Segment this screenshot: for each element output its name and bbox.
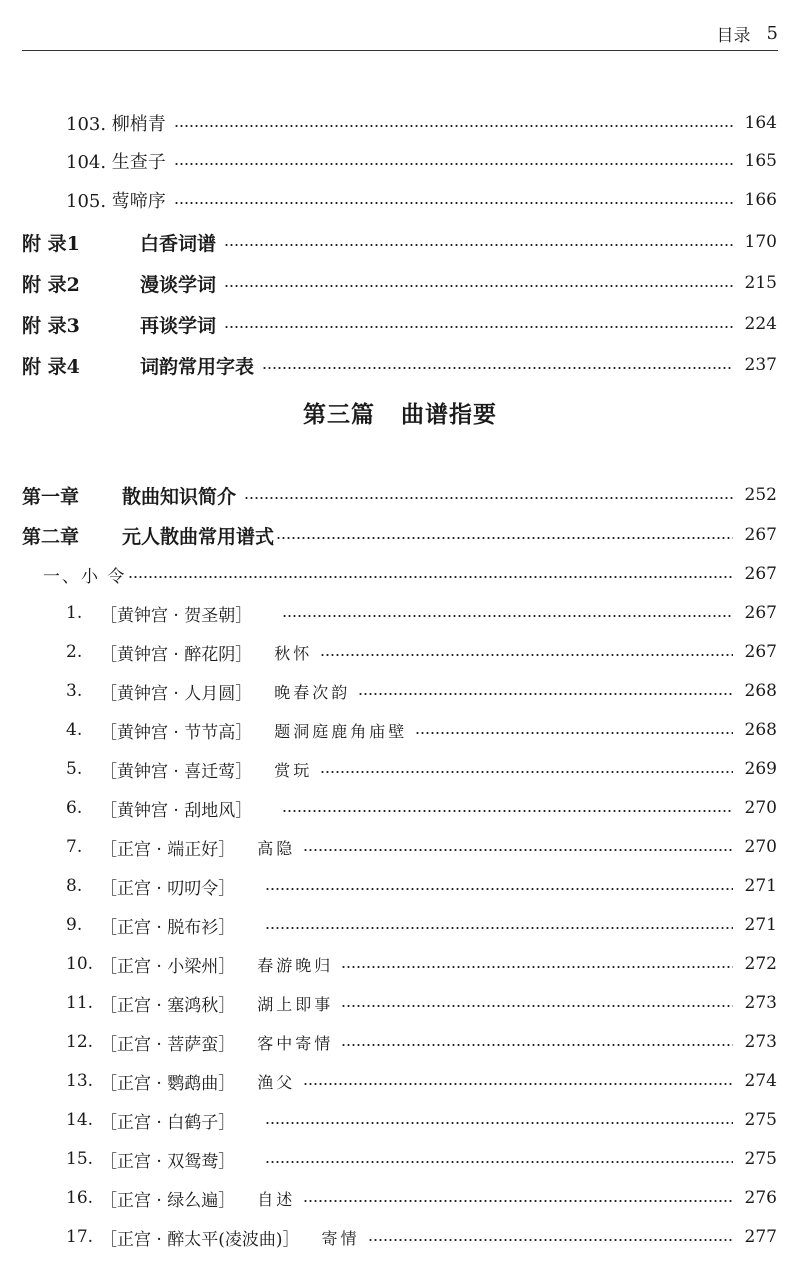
part-title — [0, 396, 800, 429]
entry-number: 1. — [66, 603, 83, 623]
entry-number: 11. — [66, 993, 94, 1013]
toc-entry[interactable] — [0, 789, 800, 827]
entry-title: 赏玩 — [274, 760, 313, 780]
entry-tune: ［正宫 · 双鸳鸯］ — [100, 1151, 236, 1172]
entry-number: 2. — [66, 642, 83, 662]
appendix-prefix: 附 录1 — [22, 232, 80, 255]
toc-entry[interactable] — [0, 1062, 800, 1100]
entry-tune: ［正宫 · 小梁州］ — [100, 956, 236, 977]
appendix-prefix: 附 录3 — [22, 314, 80, 337]
entry-tune: ［正宫 · 菩萨蛮］ — [100, 1034, 236, 1055]
toc-entry-page: 267 — [744, 642, 777, 662]
toc-entry[interactable] — [0, 945, 800, 983]
entry-number: 17. — [66, 1227, 94, 1247]
section-label: 一、小 令 — [43, 566, 127, 587]
entry-tune: ［正宫 · 鹦鹉曲］ — [100, 1073, 236, 1094]
entry-tune: ［黄钟宫 · 刮地风］ — [100, 800, 253, 821]
chapter-prefix: 第一章 — [22, 485, 80, 508]
toc-entry-page: 275 — [744, 1149, 777, 1169]
toc-entry[interactable] — [0, 828, 800, 866]
entry-title: 寄情 — [321, 1228, 360, 1248]
entry-tune: ［正宫 · 绿么遍］ — [100, 1190, 236, 1211]
toc-entry-page: 276 — [744, 1188, 777, 1208]
toc-entry[interactable] — [0, 867, 800, 905]
entry-title: 春游晚归 — [257, 955, 334, 975]
toc-entry[interactable] — [0, 594, 800, 632]
toc-appendix[interactable] — [0, 264, 800, 302]
toc-entry-label: 103. 柳梢青 — [66, 114, 166, 135]
toc-entry[interactable] — [0, 1218, 800, 1256]
toc-entry-page: 237 — [744, 355, 777, 375]
entry-title: 题洞庭鹿角庙壁 — [274, 721, 408, 741]
entry-number: 12. — [66, 1032, 94, 1052]
dot-leader — [262, 366, 733, 370]
entry-tune: ［黄钟宫 · 贺圣朝］ — [100, 605, 253, 626]
entry-title: 渔父 — [257, 1072, 296, 1092]
entry-number: 9. — [66, 915, 83, 935]
appendix-title: 白香词谱 — [140, 232, 217, 255]
toc-entry-page: 268 — [744, 720, 777, 740]
entry-title: 湖上即事 — [257, 994, 334, 1014]
dot-leader — [265, 1121, 733, 1125]
toc-entry[interactable] — [0, 906, 800, 944]
chapter-title: 元人散曲常用谱式 — [122, 525, 275, 548]
toc-entry-label: 104. 生查子 — [66, 152, 166, 173]
toc-entry-page: 164 — [744, 113, 777, 133]
dot-leader — [276, 536, 733, 540]
dot-leader — [265, 1160, 733, 1164]
toc-appendix[interactable] — [0, 305, 800, 343]
toc-entry-page: 273 — [744, 1032, 777, 1052]
chapter-title: 散曲知识简介 — [122, 485, 237, 508]
appendix-title: 词韵常用字表 — [140, 355, 255, 378]
dot-leader — [341, 965, 733, 969]
appendix-title: 漫谈学词 — [140, 273, 217, 296]
dot-leader — [265, 926, 733, 930]
entry-number: 13. — [66, 1071, 94, 1091]
toc-entry-page: 267 — [744, 564, 777, 584]
dot-leader — [174, 201, 733, 205]
toc-entry[interactable] — [0, 1023, 800, 1061]
dot-leader — [341, 1043, 733, 1047]
toc-entry[interactable] — [0, 711, 800, 749]
entry-number: 14. — [66, 1110, 94, 1130]
entry-number: 6. — [66, 798, 83, 818]
entry-tune: ［正宫 · 叨叨令］ — [100, 878, 236, 899]
toc-entry[interactable] — [0, 181, 800, 219]
running-head-section: 目录 — [716, 25, 751, 46]
dot-leader — [303, 1082, 733, 1086]
dot-leader — [303, 848, 733, 852]
toc-entry[interactable] — [0, 1179, 800, 1217]
dot-leader — [358, 692, 733, 696]
toc-entry-page: 166 — [744, 190, 777, 210]
toc-entry[interactable] — [0, 1140, 800, 1178]
toc-entry-page: 273 — [744, 993, 777, 1013]
entry-title: 秋怀 — [274, 643, 313, 663]
dot-leader — [128, 575, 733, 579]
appendix-prefix: 附 录2 — [22, 273, 80, 296]
toc-entry-page: 215 — [744, 273, 777, 293]
toc-section[interactable] — [0, 555, 800, 593]
chapter-prefix: 第二章 — [22, 525, 80, 548]
dot-leader — [303, 1199, 733, 1203]
appendix-title: 再谈学词 — [140, 314, 217, 337]
dot-leader — [282, 809, 733, 813]
entry-title: 晚春次韵 — [274, 682, 351, 702]
entry-title: 自述 — [257, 1189, 296, 1209]
entry-tune: ［正宫 · 醉太平(凌波曲)］ — [100, 1229, 300, 1250]
entry-tune: ［黄钟宫 · 节节高］ — [100, 722, 253, 743]
entry-tune: ［正宫 · 脱布衫］ — [100, 917, 236, 938]
entry-tune: ［黄钟宫 · 醉花阴］ — [100, 644, 253, 665]
dot-leader — [174, 124, 733, 128]
entry-number: 5. — [66, 759, 83, 779]
toc-entry[interactable] — [0, 672, 800, 710]
entry-tune: ［正宫 · 塞鸿秋］ — [100, 995, 236, 1016]
entry-number: 3. — [66, 681, 83, 701]
toc-entry-page: 269 — [744, 759, 777, 779]
dot-leader — [368, 1238, 734, 1242]
toc-entry[interactable] — [0, 984, 800, 1022]
toc-entry-page: 274 — [744, 1071, 777, 1091]
toc-entry-page: 165 — [744, 151, 777, 171]
appendix-prefix: 附 录4 — [22, 355, 80, 378]
dot-leader — [320, 653, 733, 657]
toc-appendix[interactable] — [0, 223, 800, 261]
entry-title: 高隐 — [257, 838, 296, 858]
entry-number: 7. — [66, 837, 83, 857]
toc-entry[interactable] — [0, 633, 800, 671]
toc-entry-label: 105. 莺啼序 — [66, 191, 166, 212]
toc-entry-page: 267 — [744, 603, 777, 623]
toc-entry-page: 275 — [744, 1110, 777, 1130]
toc-entry[interactable] — [0, 104, 800, 142]
dot-leader — [224, 325, 733, 329]
entry-number: 4. — [66, 720, 83, 740]
entry-tune: ［黄钟宫 · 喜迁莺］ — [100, 761, 253, 782]
running-head-page-number: 5 — [766, 22, 778, 44]
entry-number: 16. — [66, 1188, 94, 1208]
toc-entry[interactable] — [0, 1101, 800, 1139]
toc-entry[interactable] — [0, 750, 800, 788]
toc-appendix[interactable] — [0, 346, 800, 384]
dot-leader — [224, 284, 733, 288]
dot-leader — [282, 614, 733, 618]
entry-tune: ［正宫 · 端正好］ — [100, 839, 236, 860]
toc-entry-page: 272 — [744, 954, 777, 974]
toc-entry-page: 271 — [744, 876, 777, 896]
entry-title: 客中寄情 — [257, 1033, 334, 1053]
toc-entry-page: 267 — [744, 525, 777, 545]
dot-leader — [265, 887, 733, 891]
dot-leader — [341, 1004, 733, 1008]
toc-entry-page: 252 — [744, 485, 777, 505]
toc-entry-page: 224 — [744, 314, 777, 334]
dot-leader — [244, 496, 733, 500]
entry-number: 8. — [66, 876, 83, 896]
toc-entry-page: 277 — [744, 1227, 777, 1247]
entry-number: 15. — [66, 1149, 94, 1169]
toc-entry[interactable] — [0, 142, 800, 180]
dot-leader — [320, 770, 733, 774]
entry-tune: ［黄钟宫 · 人月圆］ — [100, 683, 253, 704]
toc-chapter[interactable] — [0, 476, 800, 514]
toc-chapter[interactable] — [0, 516, 800, 554]
dot-leader — [415, 731, 733, 735]
toc-entry-page: 268 — [744, 681, 777, 701]
part-name: 曲谱指要 — [401, 401, 497, 428]
dot-leader — [224, 243, 733, 247]
entry-tune: ［正宫 · 白鹤子］ — [100, 1112, 236, 1133]
toc-entry-page: 170 — [744, 232, 777, 252]
running-head — [22, 16, 778, 51]
toc-entry-page: 270 — [744, 798, 777, 818]
dot-leader — [174, 162, 733, 166]
entry-number: 10. — [66, 954, 94, 974]
toc-entry-page: 271 — [744, 915, 777, 935]
toc-entry-page: 270 — [744, 837, 777, 857]
part-number: 第三篇 — [303, 401, 375, 428]
